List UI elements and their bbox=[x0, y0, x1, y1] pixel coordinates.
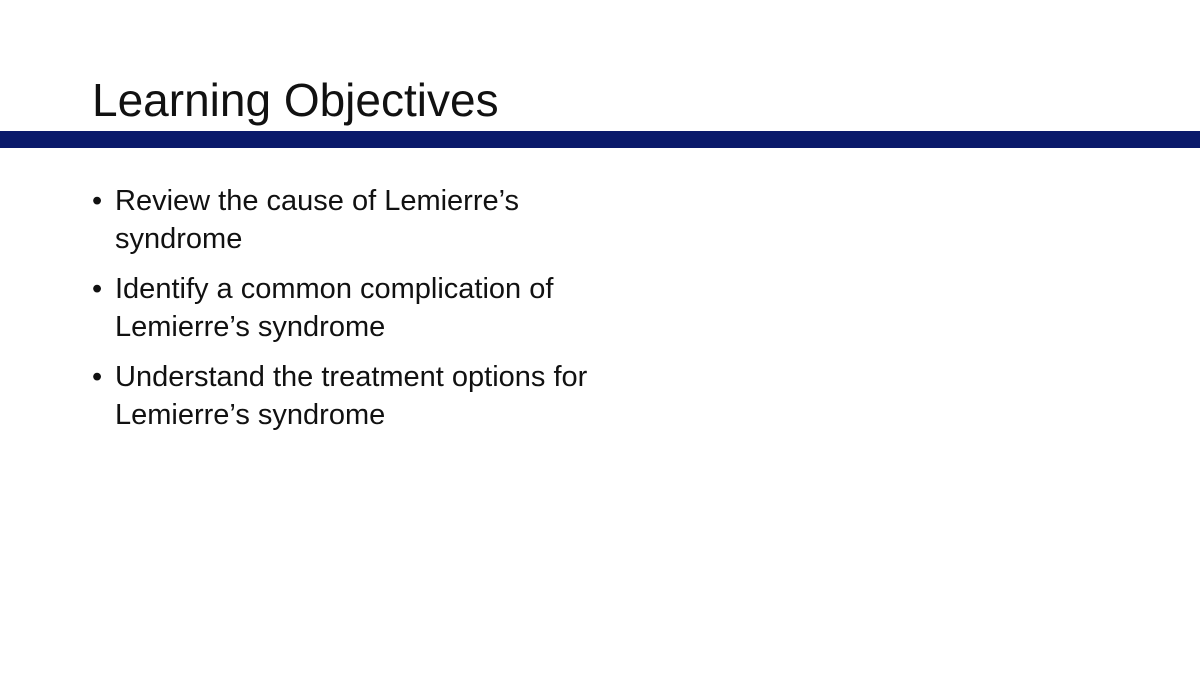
objectives-list bbox=[92, 182, 612, 446]
title-divider-bar bbox=[0, 131, 1200, 148]
bullet-icon: • bbox=[92, 361, 103, 393]
list-item bbox=[92, 270, 612, 346]
bullet-text: Understand the treatment options for Lemierre’s syndrome bbox=[115, 361, 588, 431]
bullet-text: Review the cause of Lemierre’s syndrome bbox=[115, 185, 520, 255]
slide-title: Learning Objectives bbox=[92, 74, 499, 126]
bullet-icon: • bbox=[92, 273, 103, 305]
list-item bbox=[92, 182, 612, 258]
bullet-icon: • bbox=[92, 185, 103, 217]
bullet-text: Identify a common complication of Lemierre’s syndrome bbox=[115, 273, 554, 343]
list-item bbox=[92, 358, 612, 434]
